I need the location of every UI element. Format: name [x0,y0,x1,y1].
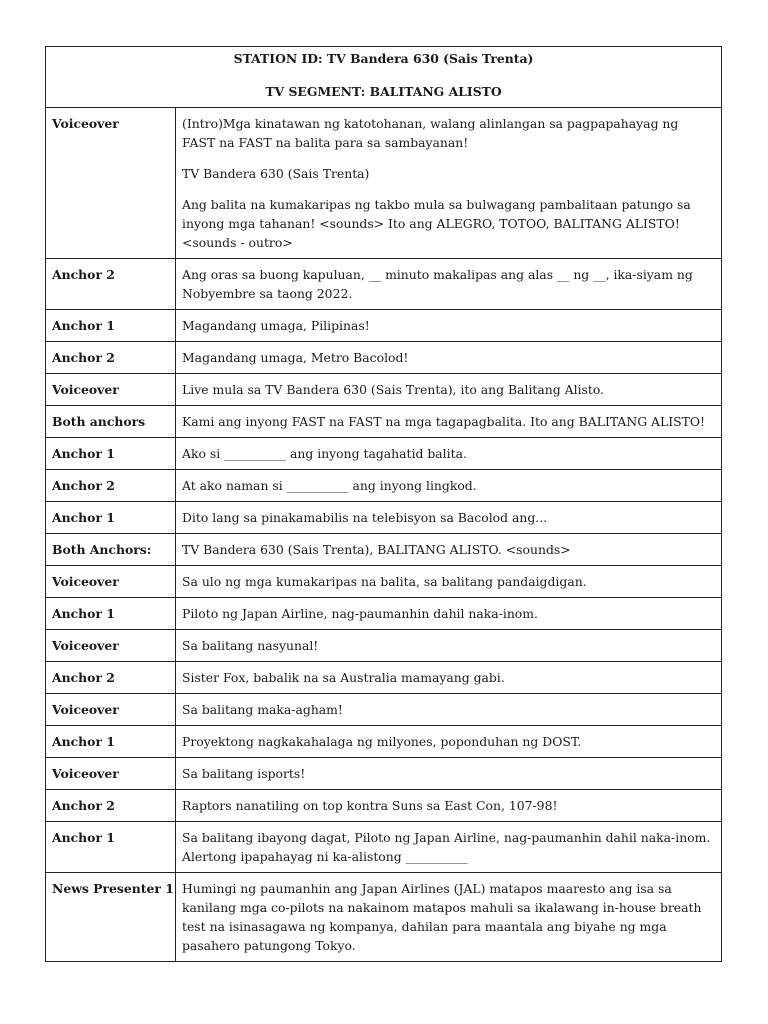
script-row [46,310,722,342]
script-line: Sa balitang nasyunal! [182,638,319,653]
script-line-cell [176,822,722,873]
speaker-label: News Presenter 1 [46,873,176,962]
script-line: Humingi ng paumanhin ang Japan Airlines (JAL) matapos maaresto ang isa sa kanilang mga co-pilots na nakainom matapos mahuli sa ikalawang in-house breath test na isinasagawa ng kompanya, dahilan para maantala ang biyahe ng mga pasahero patungong Tokyo. [182,881,702,953]
script-row [46,259,722,310]
station-id: STATION ID: TV Bandera 630 (Sais Trenta) [233,51,534,66]
speaker-label: Both Anchors: [46,534,176,566]
speaker-label: Anchor 1 [46,726,176,758]
script-row [46,566,722,598]
script-row [46,790,722,822]
script-line-cell [176,310,722,342]
script-line-cell [176,108,722,259]
script-row [46,726,722,758]
script-line-cell [176,259,722,310]
script-line: Sister Fox, babalik na sa Australia mamayang gabi. [182,670,505,685]
speaker-label: Voiceover [46,566,176,598]
script-line-cell [176,566,722,598]
script-line: TV Bandera 630 (Sais Trenta), BALITANG ALISTO. <sounds> [182,542,571,557]
script-line-cell [176,342,722,374]
script-line: Piloto ng Japan Airline, nag-paumanhin dahil naka-inom. [182,606,538,621]
speaker-label: Anchor 1 [46,822,176,873]
script-line-cell [176,438,722,470]
script-line: Ako si __________ ang inyong tagahatid balita. [182,446,467,461]
script-row [46,822,722,873]
script-row [46,470,722,502]
script-row [46,406,722,438]
script-row [46,873,722,962]
speaker-label: Anchor 2 [46,790,176,822]
script-line: Sa balitang ibayong dagat, Piloto ng Japan Airline, nag-paumanhin dahil naka-inom. Alertong ipapahayag ni ka-alistong __________ [182,830,711,864]
segment-title: TV SEGMENT: BALITANG ALISTO [265,84,502,99]
script-table [45,46,722,962]
header-cell [46,47,722,108]
script-line: (Intro)Mga kinatawan ng katotohanan, walang alinlangan sa pagpapahayag ng FAST na FAST na balita para sa sambayanan! [182,116,679,150]
script-row [46,342,722,374]
header-row [46,47,722,108]
script-line-cell [176,694,722,726]
speaker-label: Anchor 1 [46,438,176,470]
script-line: Magandang umaga, Metro Bacolod! [182,350,409,365]
script-row [46,694,722,726]
script-row [46,438,722,470]
speaker-label: Voiceover [46,374,176,406]
speaker-label: Anchor 2 [46,470,176,502]
speaker-label: Anchor 2 [46,342,176,374]
script-row [46,598,722,630]
script-line: At ako naman si __________ ang inyong lingkod. [182,478,477,493]
script-row [46,534,722,566]
script-row [46,758,722,790]
script-row [46,108,722,259]
script-line-cell [176,726,722,758]
script-line-cell [176,758,722,790]
speaker-label: Voiceover [46,758,176,790]
script-row [46,630,722,662]
speaker-label: Anchor 1 [46,598,176,630]
script-line-cell [176,374,722,406]
script-line-cell [176,534,722,566]
script-line: Sa balitang maka-agham! [182,702,343,717]
script-line-cell [176,630,722,662]
speaker-label: Voiceover [46,108,176,259]
script-row [46,662,722,694]
speaker-label: Anchor 1 [46,310,176,342]
script-line-cell [176,502,722,534]
script-line-cell [176,470,722,502]
speaker-label: Voiceover [46,630,176,662]
script-line: Proyektong nagkakahalaga ng milyones, poponduhan ng DOST. [182,734,582,749]
script-body [46,47,722,962]
script-row [46,374,722,406]
script-line: Sa ulo ng mga kumakaripas na balita, sa balitang pandaigdigan. [182,574,587,589]
speaker-label: Anchor 2 [46,259,176,310]
speaker-label: Anchor 1 [46,502,176,534]
script-line-cell [176,406,722,438]
script-line-cell [176,873,722,962]
speaker-label: Anchor 2 [46,662,176,694]
speaker-label: Voiceover [46,694,176,726]
script-line: Kami ang inyong FAST na FAST na mga tagapagbalita. Ito ang BALITANG ALISTO! [182,414,706,429]
script-line: Sa balitang isports! [182,766,306,781]
script-line-cell [176,598,722,630]
script-row [46,502,722,534]
script-line: Dito lang sa pinakamabilis na telebisyon sa Bacolod ang... [182,510,548,525]
speaker-label: Both anchors [46,406,176,438]
script-line: Magandang umaga, Pilipinas! [182,318,370,333]
script-line: Live mula sa TV Bandera 630 (Sais Trenta), ito ang Balitang Alisto. [182,382,605,397]
script-line-cell [176,662,722,694]
script-line: TV Bandera 630 (Sais Trenta) [182,166,370,181]
script-line: Ang oras sa buong kapuluan, __ minuto makalipas ang alas __ ng __, ika-siyam ng Nobyembre sa taong 2022. [182,267,693,301]
script-line-cell [176,790,722,822]
script-line: Raptors nanatiling on top kontra Suns sa East Con, 107-98! [182,798,558,813]
script-line: Ang balita na kumakaripas ng takbo mula sa bulwagang pambalitaan patungo sa inyong mga tahanan! <sounds> Ito ang ALEGRO, TOTOO, BALITANG ALISTO! <sounds - outro> [182,197,691,250]
